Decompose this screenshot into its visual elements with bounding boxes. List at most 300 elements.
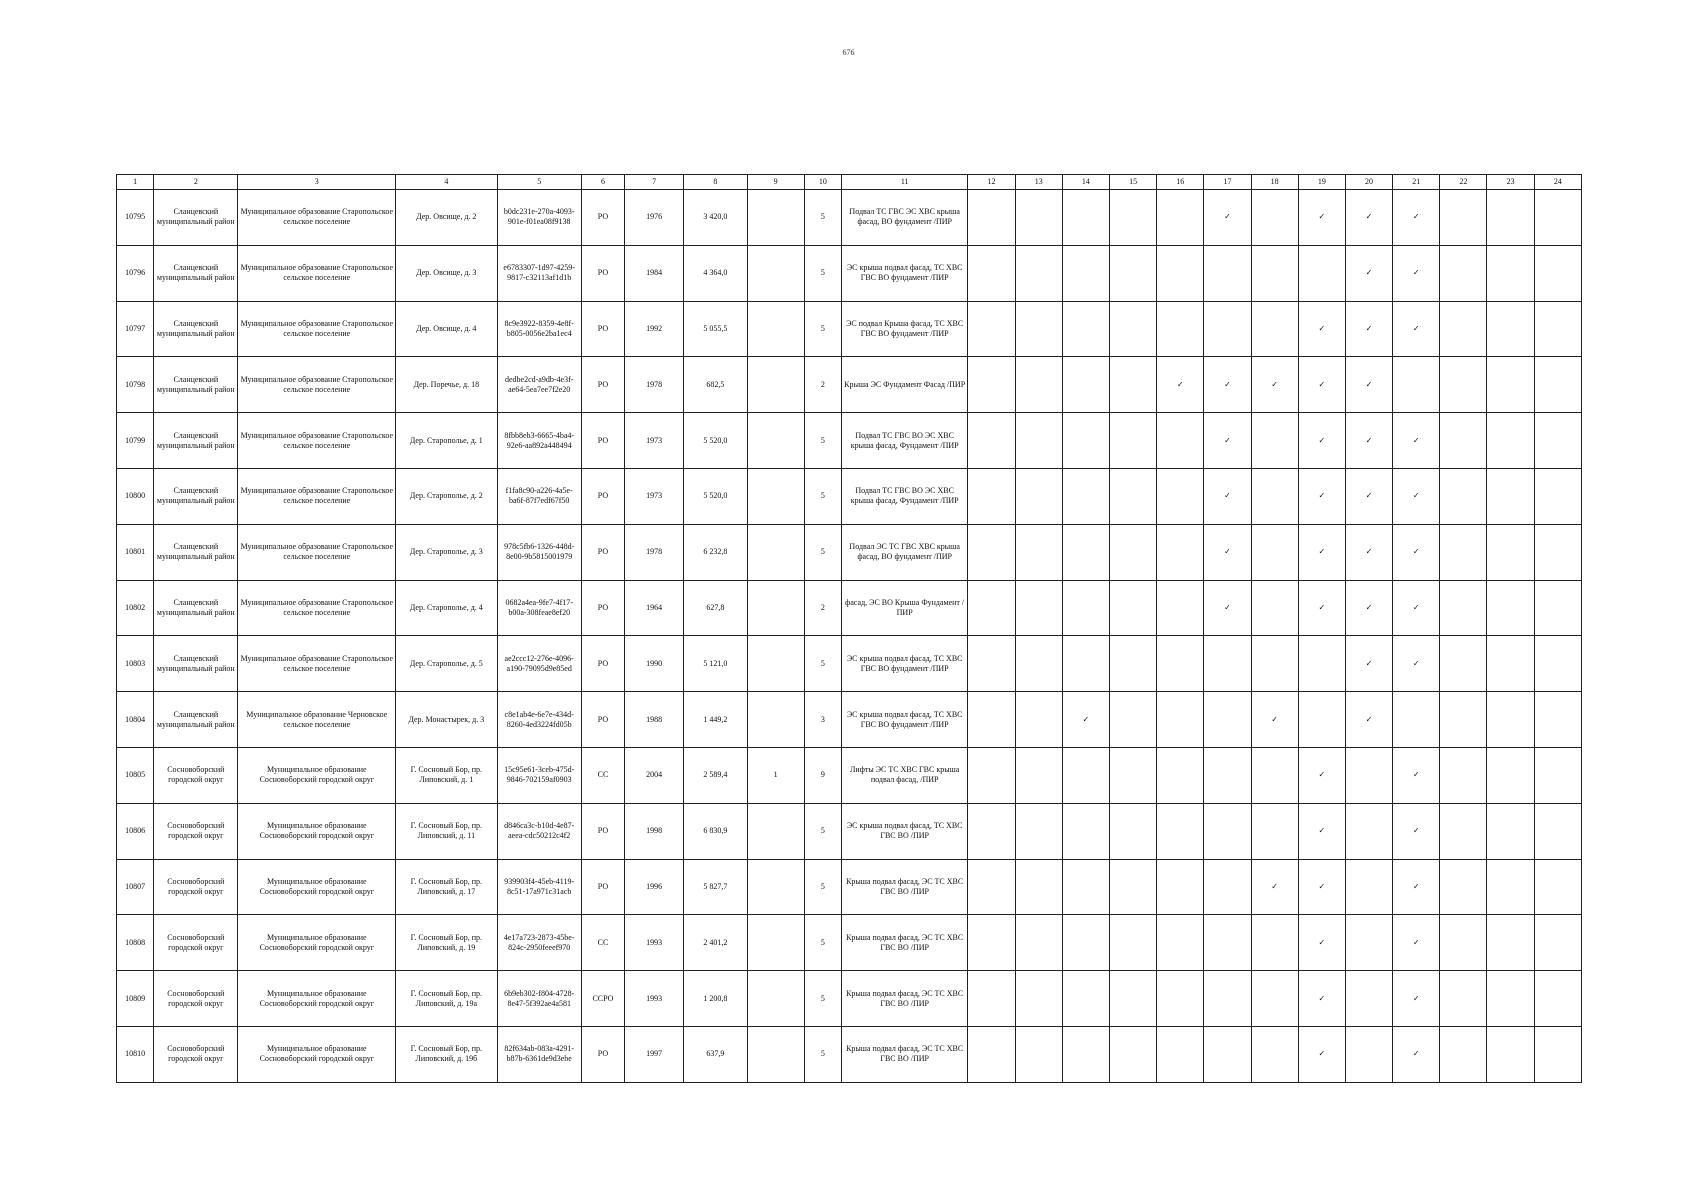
year-cell: 1973 [625, 468, 684, 524]
empty-cell [1157, 692, 1204, 748]
type-cell: РО [581, 803, 624, 859]
check-mark-icon: ✓ [1204, 524, 1251, 580]
column-9-cell [747, 524, 804, 580]
empty-cell [1062, 580, 1109, 636]
check-mark-icon: ✓ [1393, 971, 1440, 1027]
area-cell: 4 364,0 [684, 245, 747, 301]
works-cell: ЭС подвал Крыша фасад, ТС ХВС ГВС ВО фундамент /ПИР [841, 301, 968, 357]
works-cell: Крыша подвал фасад, ЭС ТС ХВС ГВС ВО /ПИР [841, 915, 968, 971]
area-cell: 2 401,2 [684, 915, 747, 971]
year-cell: 1998 [625, 803, 684, 859]
check-mark-icon: ✓ [1393, 803, 1440, 859]
column-9-cell [747, 636, 804, 692]
floors-cell: 2 [804, 357, 841, 413]
works-cell: Крыша подвал фасад, ЭС ТС ХВС ГВС ВО /ПИР [841, 1026, 968, 1082]
column-9-cell [747, 413, 804, 469]
empty-cell [1109, 357, 1156, 413]
check-mark-icon: ✓ [1204, 580, 1251, 636]
type-cell: РО [581, 413, 624, 469]
empty-cell [1487, 803, 1534, 859]
row-number: 10797 [117, 301, 154, 357]
empty-cell [1157, 190, 1204, 246]
municipality-cell: Муниципальное образование Сосновоборский городской округ [238, 803, 396, 859]
district-cell: Сланцевский муниципальный район [154, 190, 238, 246]
empty-cell [1157, 245, 1204, 301]
municipality-cell: Муниципальное образование Старопольское сельское поселение [238, 468, 396, 524]
empty-cell [1534, 1026, 1581, 1082]
check-mark-icon: ✓ [1345, 580, 1392, 636]
column-header: 2 [154, 175, 238, 190]
floors-cell: 3 [804, 692, 841, 748]
column-9-cell: 1 [747, 747, 804, 803]
year-cell: 2004 [625, 747, 684, 803]
empty-cell [1440, 692, 1487, 748]
check-mark-icon: ✓ [1298, 1026, 1345, 1082]
empty-cell [1298, 245, 1345, 301]
floors-cell: 5 [804, 413, 841, 469]
address-cell: Г. Сосновый Бор, пр. Липовский, д. 11 [396, 803, 497, 859]
empty-cell [1109, 915, 1156, 971]
type-cell: ССРО [581, 971, 624, 1027]
row-number: 10799 [117, 413, 154, 469]
empty-cell [1534, 803, 1581, 859]
empty-cell [1534, 468, 1581, 524]
type-cell: СС [581, 747, 624, 803]
district-cell: Сланцевский муниципальный район [154, 524, 238, 580]
works-cell: фасад, ЭС ВО Крыша Фундамент /ПИР [841, 580, 968, 636]
empty-cell [1393, 692, 1440, 748]
check-mark-icon: ✓ [1345, 524, 1392, 580]
check-mark-icon: ✓ [1393, 524, 1440, 580]
address-cell: Дер. Овсище, д. 2 [396, 190, 497, 246]
empty-cell [1440, 971, 1487, 1027]
empty-cell [1157, 413, 1204, 469]
empty-cell [1534, 915, 1581, 971]
empty-cell [1204, 636, 1251, 692]
building-code-cell: e6783307-1d97-4259-9817-c32113af1d1b [497, 245, 581, 301]
address-cell: Г. Сосновый Бор, пр. Липовский, д. 1 [396, 747, 497, 803]
column-header: 7 [625, 175, 684, 190]
municipality-cell: Муниципальное образование Старопольское сельское поселение [238, 357, 396, 413]
empty-cell [1015, 190, 1062, 246]
check-mark-icon: ✓ [1251, 692, 1298, 748]
empty-cell [1015, 468, 1062, 524]
empty-cell [968, 468, 1015, 524]
building-code-cell: 6b9eb302-f804-4728-8e47-5f392ae4a581 [497, 971, 581, 1027]
column-header: 11 [841, 175, 968, 190]
empty-cell [1345, 915, 1392, 971]
check-mark-icon: ✓ [1298, 971, 1345, 1027]
column-9-cell [747, 915, 804, 971]
empty-cell [968, 245, 1015, 301]
empty-cell [1015, 915, 1062, 971]
row-number: 10795 [117, 190, 154, 246]
municipality-cell: Муниципальное образование Сосновоборский городской округ [238, 1026, 396, 1082]
check-mark-icon: ✓ [1298, 803, 1345, 859]
works-cell: ЭС крыша подвал фасад, ТС ХВС ГВС ВО /ПИР [841, 803, 968, 859]
building-code-cell: 8c9e3922-8359-4e8f-b805-0056e2ba1ec4 [497, 301, 581, 357]
row-number: 10808 [117, 915, 154, 971]
building-code-cell: c8e1ab4e-6e7e-434d-8260-4ed3224fd05b [497, 692, 581, 748]
empty-cell [1534, 747, 1581, 803]
year-cell: 1964 [625, 580, 684, 636]
works-cell: Подвал ТС ГВС ЭС ХВС крыша фасад, ВО фундамент /ПИР [841, 190, 968, 246]
check-mark-icon: ✓ [1393, 301, 1440, 357]
column-9-cell [747, 580, 804, 636]
empty-cell [1015, 245, 1062, 301]
empty-cell [1015, 357, 1062, 413]
floors-cell: 9 [804, 747, 841, 803]
row-number: 10804 [117, 692, 154, 748]
address-cell: Дер. Старополье, д. 3 [396, 524, 497, 580]
empty-cell [1251, 524, 1298, 580]
address-cell: Дер. Старополье, д. 5 [396, 636, 497, 692]
table-row [117, 971, 1582, 1027]
floors-cell: 2 [804, 580, 841, 636]
district-cell: Сланцевский муниципальный район [154, 692, 238, 748]
empty-cell [1534, 245, 1581, 301]
row-number: 10801 [117, 524, 154, 580]
type-cell: РО [581, 1026, 624, 1082]
municipality-cell: Муниципальное образование Сосновоборский городской округ [238, 747, 396, 803]
empty-cell [1109, 580, 1156, 636]
row-number: 10809 [117, 971, 154, 1027]
type-cell: РО [581, 245, 624, 301]
row-number: 10810 [117, 1026, 154, 1082]
empty-cell [1534, 413, 1581, 469]
check-mark-icon: ✓ [1298, 915, 1345, 971]
column-9-cell [747, 468, 804, 524]
column-number-header-row [117, 175, 1582, 190]
empty-cell [1157, 636, 1204, 692]
works-cell: ЭС крыша подвал фасад, ТС ХВС ГВС ВО фундамент /ПИР [841, 245, 968, 301]
check-mark-icon: ✓ [1345, 413, 1392, 469]
check-mark-icon: ✓ [1298, 859, 1345, 915]
table-row [117, 859, 1582, 915]
check-mark-icon: ✓ [1393, 413, 1440, 469]
column-header: 12 [968, 175, 1015, 190]
empty-cell [1345, 803, 1392, 859]
table-row [117, 636, 1582, 692]
area-cell: 682,5 [684, 357, 747, 413]
empty-cell [1157, 1026, 1204, 1082]
empty-cell [968, 859, 1015, 915]
empty-cell [1534, 301, 1581, 357]
year-cell: 1992 [625, 301, 684, 357]
empty-cell [1157, 747, 1204, 803]
empty-cell [1440, 413, 1487, 469]
check-mark-icon: ✓ [1298, 524, 1345, 580]
check-mark-icon: ✓ [1204, 357, 1251, 413]
check-mark-icon: ✓ [1204, 190, 1251, 246]
empty-cell [968, 301, 1015, 357]
empty-cell [1345, 747, 1392, 803]
empty-cell [1440, 1026, 1487, 1082]
check-mark-icon: ✓ [1251, 357, 1298, 413]
check-mark-icon: ✓ [1393, 747, 1440, 803]
table-row [117, 301, 1582, 357]
column-header: 18 [1251, 175, 1298, 190]
floors-cell: 5 [804, 1026, 841, 1082]
empty-cell [1157, 803, 1204, 859]
empty-cell [1487, 190, 1534, 246]
empty-cell [1157, 468, 1204, 524]
district-cell: Сосновоборский городской округ [154, 859, 238, 915]
empty-cell [1251, 301, 1298, 357]
check-mark-icon: ✓ [1393, 468, 1440, 524]
empty-cell [1062, 468, 1109, 524]
column-header: 24 [1534, 175, 1581, 190]
empty-cell [1440, 190, 1487, 246]
floors-cell: 5 [804, 803, 841, 859]
column-header: 15 [1109, 175, 1156, 190]
check-mark-icon: ✓ [1298, 468, 1345, 524]
empty-cell [1204, 301, 1251, 357]
year-cell: 1978 [625, 524, 684, 580]
table-body [117, 190, 1582, 1083]
works-cell: ЭС крыша подвал фасад, ТС ХВС ГВС ВО фундамент /ПИР [841, 636, 968, 692]
empty-cell [1109, 245, 1156, 301]
area-cell: 627,8 [684, 580, 747, 636]
floors-cell: 5 [804, 915, 841, 971]
column-header: 3 [238, 175, 396, 190]
works-cell: Лифты ЭС ТС ХВС ГВС крыша подвал фасад, /ПИР [841, 747, 968, 803]
check-mark-icon: ✓ [1345, 357, 1392, 413]
empty-cell [1015, 859, 1062, 915]
type-cell: РО [581, 692, 624, 748]
empty-cell [1440, 915, 1487, 971]
area-cell: 5 827,7 [684, 859, 747, 915]
floors-cell: 5 [804, 971, 841, 1027]
column-header: 16 [1157, 175, 1204, 190]
floors-cell: 5 [804, 859, 841, 915]
column-9-cell [747, 803, 804, 859]
empty-cell [1062, 413, 1109, 469]
column-9-cell [747, 859, 804, 915]
empty-cell [1440, 747, 1487, 803]
empty-cell [1487, 692, 1534, 748]
table-row [117, 468, 1582, 524]
year-cell: 1990 [625, 636, 684, 692]
column-header: 4 [396, 175, 497, 190]
column-header: 22 [1440, 175, 1487, 190]
building-code-cell: 4e17a723-2873-45be-824c-2950feeef970 [497, 915, 581, 971]
empty-cell [1440, 245, 1487, 301]
district-cell: Сосновоборский городской округ [154, 803, 238, 859]
column-header: 23 [1487, 175, 1534, 190]
column-header: 5 [497, 175, 581, 190]
empty-cell [1440, 301, 1487, 357]
type-cell: РО [581, 524, 624, 580]
area-cell: 1 449,2 [684, 692, 747, 748]
check-mark-icon: ✓ [1298, 413, 1345, 469]
column-header: 8 [684, 175, 747, 190]
empty-cell [1251, 915, 1298, 971]
type-cell: РО [581, 301, 624, 357]
building-code-cell: 15c95e61-3ceb-475d-9846-702159af0903 [497, 747, 581, 803]
row-number: 10796 [117, 245, 154, 301]
table-row [117, 1026, 1582, 1082]
empty-cell [968, 747, 1015, 803]
municipality-cell: Муниципальное образование Старопольское сельское поселение [238, 524, 396, 580]
empty-cell [1157, 915, 1204, 971]
empty-cell [1393, 357, 1440, 413]
empty-cell [968, 636, 1015, 692]
column-header: 6 [581, 175, 624, 190]
empty-cell [1015, 413, 1062, 469]
empty-cell [1251, 413, 1298, 469]
check-mark-icon: ✓ [1345, 190, 1392, 246]
empty-cell [1157, 859, 1204, 915]
empty-cell [1109, 971, 1156, 1027]
empty-cell [1062, 301, 1109, 357]
municipality-cell: Муниципальное образование Старопольское сельское поселение [238, 190, 396, 246]
table-row [117, 245, 1582, 301]
municipality-cell: Муниципальное образование Сосновоборский городской округ [238, 971, 396, 1027]
empty-cell [968, 803, 1015, 859]
column-9-cell [747, 971, 804, 1027]
empty-cell [1487, 524, 1534, 580]
empty-cell [968, 915, 1015, 971]
empty-cell [1062, 357, 1109, 413]
empty-cell [1204, 971, 1251, 1027]
column-header: 20 [1345, 175, 1392, 190]
column-9-cell [747, 357, 804, 413]
empty-cell [1251, 190, 1298, 246]
building-code-cell: b0dc231e-270a-4093-901e-f01ea08f9138 [497, 190, 581, 246]
empty-cell [1062, 803, 1109, 859]
building-code-cell: d846ca3c-b10d-4e87-aeea-cdc50212c4f2 [497, 803, 581, 859]
municipality-cell: Муниципальное образование Сосновоборский городской округ [238, 915, 396, 971]
check-mark-icon: ✓ [1062, 692, 1109, 748]
empty-cell [968, 524, 1015, 580]
empty-cell [1109, 413, 1156, 469]
column-header: 21 [1393, 175, 1440, 190]
empty-cell [1109, 803, 1156, 859]
empty-cell [1487, 747, 1534, 803]
works-cell: Крыша подвал фасад, ЭС ТС ХВС ГВС ВО /ПИР [841, 859, 968, 915]
row-number: 10807 [117, 859, 154, 915]
empty-cell [1487, 859, 1534, 915]
empty-cell [1204, 803, 1251, 859]
column-header: 14 [1062, 175, 1109, 190]
empty-cell [1487, 580, 1534, 636]
empty-cell [1534, 190, 1581, 246]
floors-cell: 5 [804, 468, 841, 524]
empty-cell [1251, 1026, 1298, 1082]
check-mark-icon: ✓ [1345, 636, 1392, 692]
table-row [117, 692, 1582, 748]
empty-cell [1440, 636, 1487, 692]
check-mark-icon: ✓ [1393, 190, 1440, 246]
municipality-cell: Муниципальное образование Старопольское сельское поселение [238, 245, 396, 301]
column-9-cell [747, 692, 804, 748]
year-cell: 1993 [625, 915, 684, 971]
empty-cell [1251, 468, 1298, 524]
address-cell: Г. Сосновый Бор, пр. Липовский, д. 19а [396, 971, 497, 1027]
empty-cell [1298, 636, 1345, 692]
works-cell: Подвал ТС ГВС ВО ЭС ХВС крыша фасад, Фундамент /ПИР [841, 413, 968, 469]
check-mark-icon: ✓ [1393, 580, 1440, 636]
column-9-cell [747, 190, 804, 246]
table-row [117, 747, 1582, 803]
address-cell: Г. Сосновый Бор, пр. Липовский, д. 17 [396, 859, 497, 915]
empty-cell [1440, 357, 1487, 413]
row-number: 10803 [117, 636, 154, 692]
table-row [117, 524, 1582, 580]
housing-registry-table [116, 174, 1582, 1083]
floors-cell: 5 [804, 301, 841, 357]
empty-cell [1157, 580, 1204, 636]
empty-cell [1015, 692, 1062, 748]
empty-cell [1109, 468, 1156, 524]
address-cell: Дер. Овсище, д. 4 [396, 301, 497, 357]
building-code-cell: 978c5fb6-1326-448d-8e00-9b5815001979 [497, 524, 581, 580]
empty-cell [1345, 971, 1392, 1027]
row-number: 10798 [117, 357, 154, 413]
empty-cell [1534, 357, 1581, 413]
empty-cell [1487, 636, 1534, 692]
floors-cell: 5 [804, 190, 841, 246]
building-code-cell: 0682a4ea-9fe7-4f17-b00a-308feae8ef20 [497, 580, 581, 636]
empty-cell [1440, 524, 1487, 580]
row-number: 10805 [117, 747, 154, 803]
empty-cell [968, 1026, 1015, 1082]
check-mark-icon: ✓ [1251, 859, 1298, 915]
type-cell: РО [581, 580, 624, 636]
table-row [117, 803, 1582, 859]
empty-cell [1109, 692, 1156, 748]
check-mark-icon: ✓ [1393, 245, 1440, 301]
row-number: 10802 [117, 580, 154, 636]
works-cell: Подвал ЭС ТС ГВС ХВС крыша фасад, ВО фундамент /ПИР [841, 524, 968, 580]
year-cell: 1984 [625, 245, 684, 301]
address-cell: Дер. Старополье, д. 1 [396, 413, 497, 469]
empty-cell [1204, 1026, 1251, 1082]
area-cell: 1 200,8 [684, 971, 747, 1027]
works-cell: ЭС крыша подвал фасад, ТС ХВС ГВС ВО фундамент /ПИР [841, 692, 968, 748]
type-cell: РО [581, 468, 624, 524]
works-cell: Крыша подвал фасад, ЭС ТС ХВС ГВС ВО /ПИР [841, 971, 968, 1027]
empty-cell [1487, 301, 1534, 357]
empty-cell [1440, 803, 1487, 859]
empty-cell [1440, 468, 1487, 524]
empty-cell [1251, 747, 1298, 803]
row-number: 10800 [117, 468, 154, 524]
type-cell: РО [581, 190, 624, 246]
district-cell: Сланцевский муниципальный район [154, 301, 238, 357]
empty-cell [1487, 245, 1534, 301]
empty-cell [1487, 413, 1534, 469]
empty-cell [968, 357, 1015, 413]
empty-cell [1015, 747, 1062, 803]
empty-cell [1487, 357, 1534, 413]
year-cell: 1976 [625, 190, 684, 246]
building-code-cell: 82f634ab-083a-4291-b87b-6361de9d3ebe [497, 1026, 581, 1082]
type-cell: СС [581, 915, 624, 971]
area-cell: 5 520,0 [684, 468, 747, 524]
table-row [117, 357, 1582, 413]
empty-cell [1062, 859, 1109, 915]
address-cell: Г. Сосновый Бор, пр. Липовский, д. 19 [396, 915, 497, 971]
municipality-cell: Муниципальное образование Старопольское сельское поселение [238, 413, 396, 469]
empty-cell [1062, 971, 1109, 1027]
district-cell: Сланцевский муниципальный район [154, 357, 238, 413]
empty-cell [1062, 915, 1109, 971]
district-cell: Сланцевский муниципальный район [154, 245, 238, 301]
empty-cell [1440, 859, 1487, 915]
empty-cell [1534, 636, 1581, 692]
